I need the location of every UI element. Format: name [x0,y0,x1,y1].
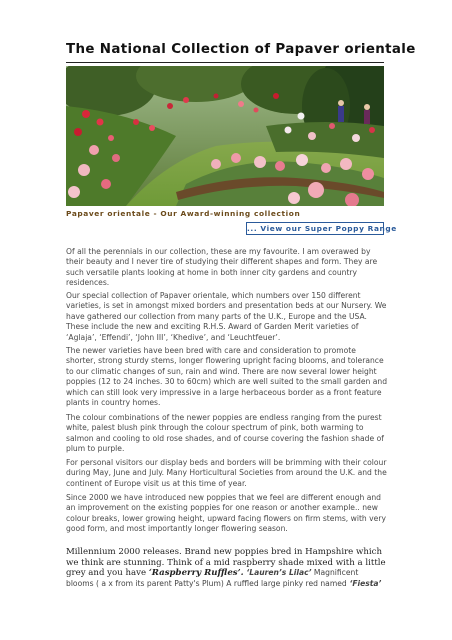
title-underline [66,62,384,63]
millennium-text: Magnificent blooms ( a x from its parent Patty's Plum) A ruffled large pinky red named [66,568,359,588]
paragraph-colour-combinations: The colour combinations of the newer poppies are endless ranging from the purest white, palest blush pink through the colour spectrum of pink, both warming to salmon and cooling to old rose shades, and of course covering the fashion shade of plum to purple. [66,413,384,454]
paragraph-newer-varieties: The newer varieties have been bred with care and consideration to promote shorter, strong sturdy stems, longer flowering upright facing blooms, and tolerance to our climatic changes of sun, rain and wind. There are now several lower height poppies (12 to 24 inches. 30 to 60cm) which are well suited to the small garden and which can still look very impressive in a large herbaceous border as a front feature plants in country homes. [66,346,388,408]
garden-photo [66,66,384,206]
photo-caption: Papaver orientale - Our Award-winning collection [66,209,301,218]
paragraph-favourite: Of all the perennials in our collection, these are my favourite. I am overawed by their beauty and I never tire of studying their different shapes and form. They are such versatile plants looking at home in both inner city gardens and country residences. [66,247,378,288]
view-super-poppy-range-link[interactable]: ... View our Super Poppy Range [247,224,397,233]
variety-fiesta: ‘Fiesta’ [349,578,382,588]
paragraph-personal-visitors: For personal visitors our display beds and borders will be brimming with their colour during May, June and July. Many Horticultural Societies from around the U.K. and the continent of Europe visit us at this time of year. [66,458,387,488]
variety-raspberry-ruffles: ‘Raspberry Ruffles’. [148,568,244,579]
variety-laurens-lilac: ‘Lauren’s Lilac’ [246,568,312,578]
millennium-intro: Millennium 2000 releases. Brand new poppies bred in Hampshire which we think are stunning. Think of a mid raspberry shade mixed with a little grey and you have [66,547,386,579]
paragraph-collection: Our special collection of Papaver orientale, which numbers over 150 different varieties, is set in amongst mixed borders and presentation beds at our Nursery. We have gathered our collection from many parts of the U.K., Europe and the USA. These include the new and exciting R.H.S. Award of Garden Merit varieties of ‘Aglaja’, ‘Effendi’, ‘John III’, ‘Khedive’, and ‘Leuchtfeuer’. [66,291,387,342]
paragraph-since-2000: Since 2000 we have introduced new poppies that we feel are different enough and an improvement on the existing poppies for one reason or another example.. new colour breaks, lower growing height, upward facing flowers on firm stems, with very good form, and most importantly longer flowering season. [66,493,386,534]
paragraph-millennium [66,547,388,589]
page-title: The National Collection of Papaver orientale [66,42,416,57]
